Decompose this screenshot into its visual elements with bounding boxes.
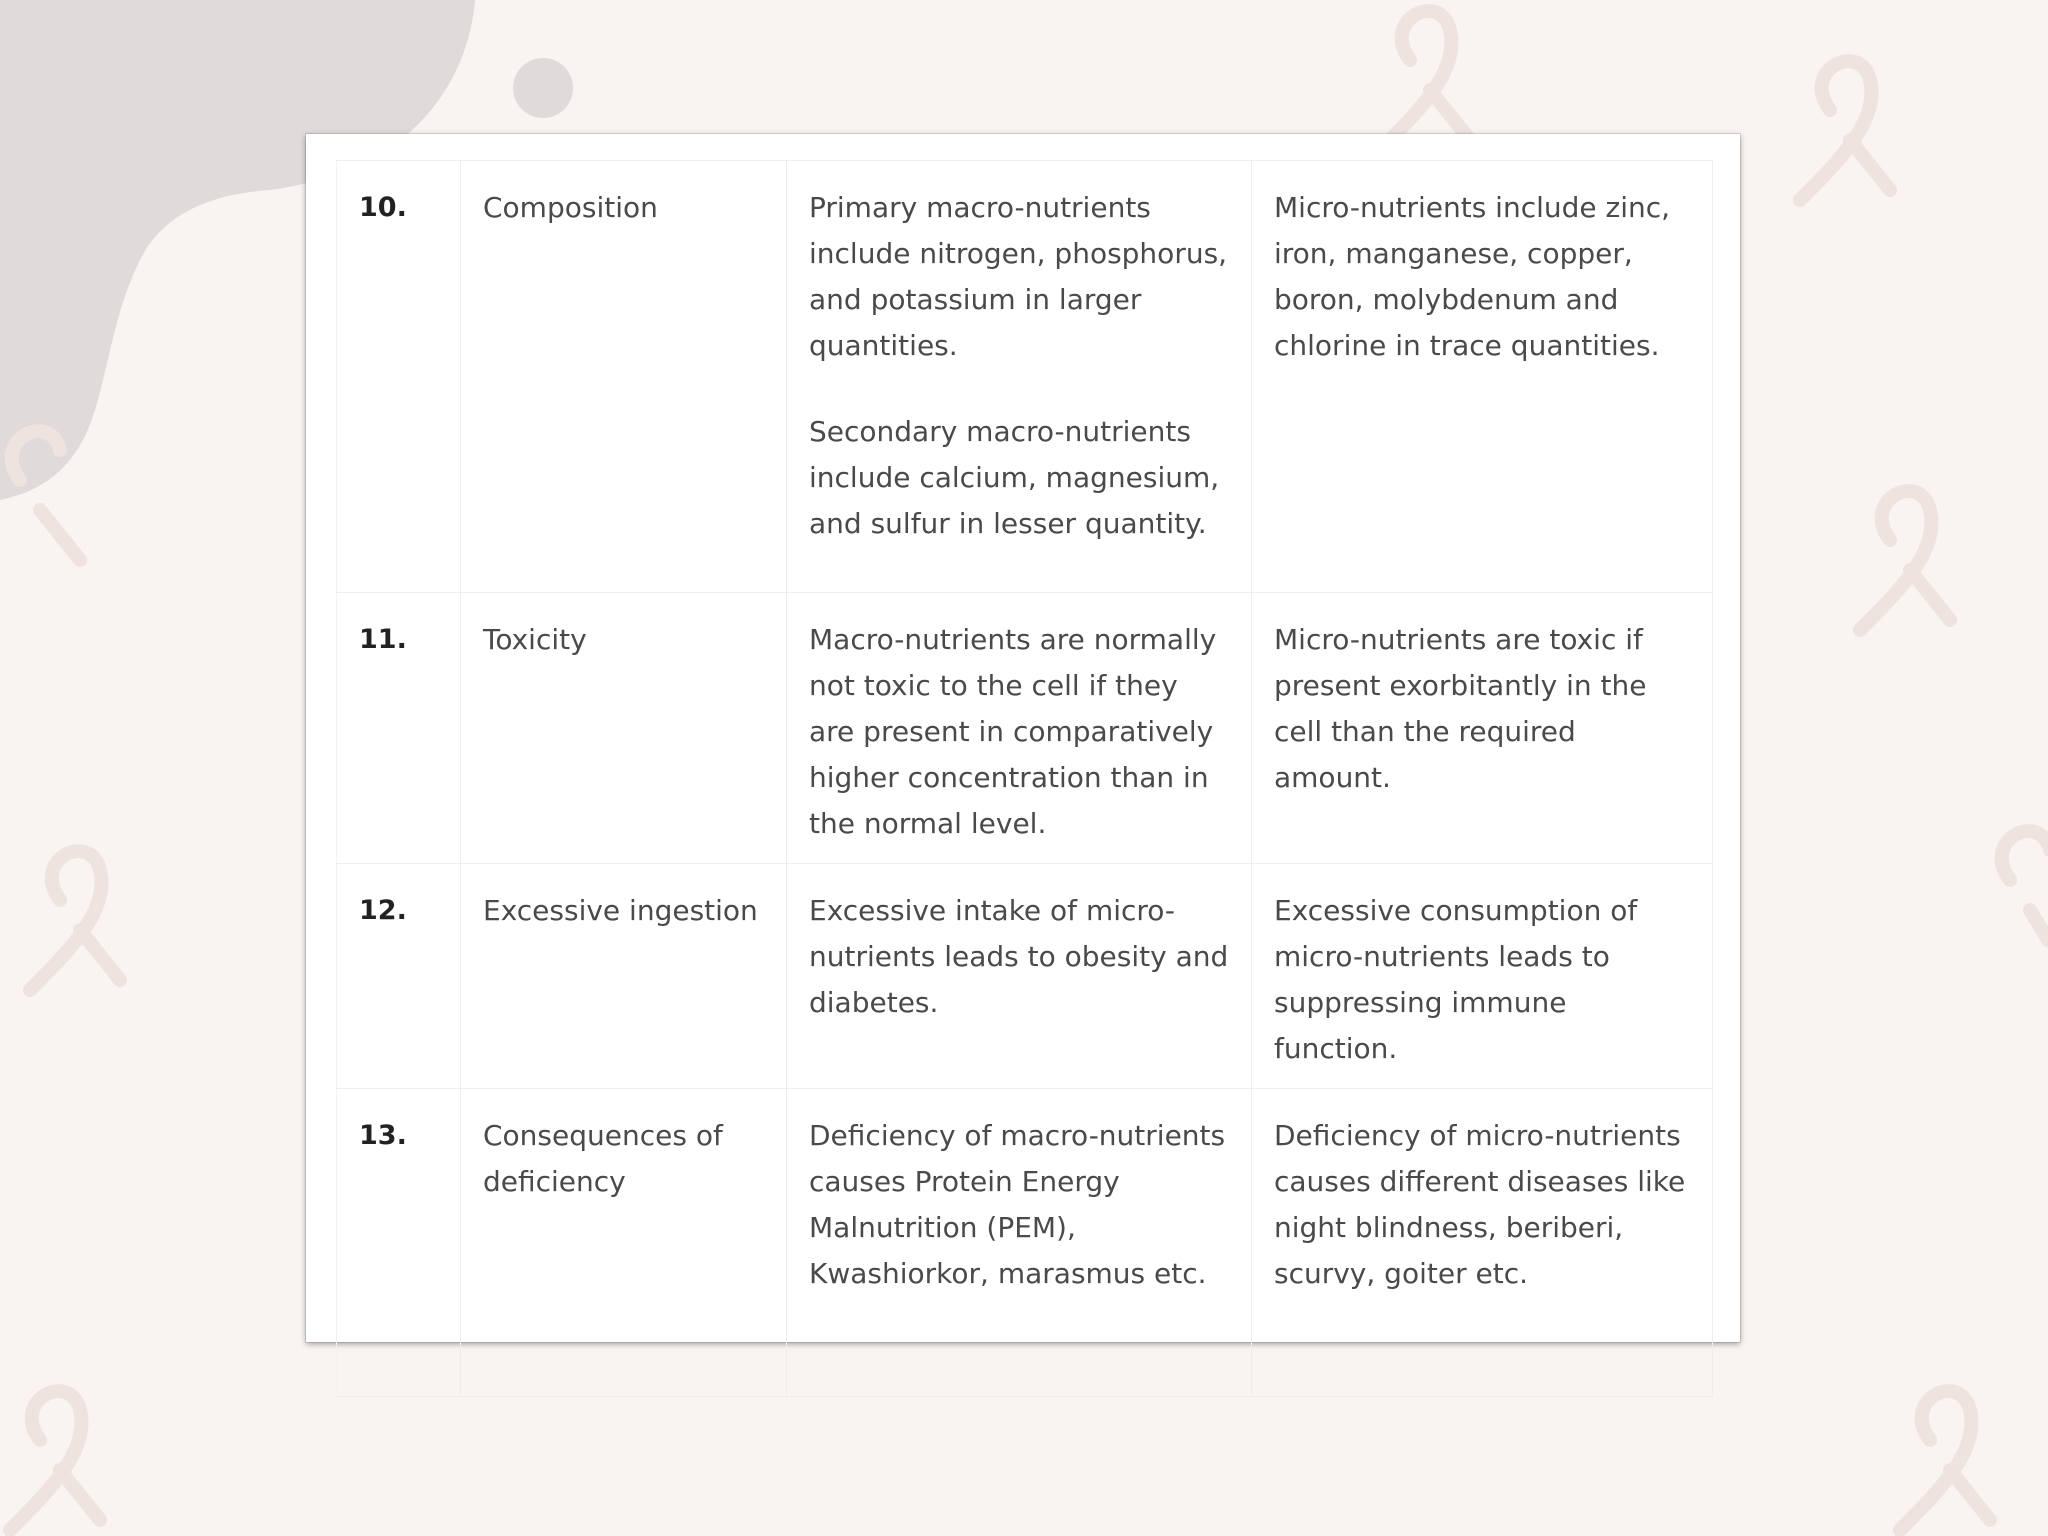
row-number: 13. — [337, 1089, 461, 1397]
macro-cell — [787, 1089, 1252, 1397]
parameter-cell: Consequences of deficiency — [461, 1089, 787, 1397]
macro-cell — [787, 593, 1252, 864]
table-row — [337, 864, 1713, 1089]
micro-cell: Deficiency of micro-nutrients causes different diseases like night blindness, beriberi, scurvy, goiter etc. — [1252, 1089, 1713, 1397]
nutrient-comparison-table — [336, 160, 1713, 1397]
row-number: 10. — [337, 161, 461, 593]
table-row — [337, 1089, 1713, 1397]
table-row — [337, 161, 1713, 593]
macro-paragraph: Primary macro-nutrients include nitrogen, phosphorus, and potassium in larger quantities. — [809, 191, 1228, 362]
ribbon-icon — [10, 1391, 100, 1530]
ribbon-icon — [1380, 11, 1470, 150]
ribbon-icon — [1900, 1391, 1990, 1530]
parameter-cell: Excessive ingestion — [461, 864, 787, 1089]
row-number: 11. — [337, 593, 461, 864]
macro-paragraph: Secondary macro-nutrients include calcium, magnesium, and sulfur in lesser quantity. — [809, 415, 1220, 540]
macro-cell — [787, 161, 1252, 593]
table-row — [337, 593, 1713, 864]
parameter-cell: Toxicity — [461, 593, 787, 864]
table-card — [306, 134, 1740, 1342]
micro-cell: Micro-nutrients are toxic if present exorbitantly in the cell than the required amount. — [1252, 593, 1713, 864]
micro-cell: Micro-nutrients include zinc, iron, manganese, copper, boron, molybdenum and chlorine in trace quantities. — [1252, 161, 1713, 593]
macro-cell — [787, 864, 1252, 1089]
micro-cell: Excessive consumption of micro-nutrients leads to suppressing immune function. — [1252, 864, 1713, 1089]
parameter-cell: Composition — [461, 161, 787, 593]
ribbon-icon — [1800, 61, 1890, 200]
ribbon-icon — [1860, 491, 1950, 630]
macro-paragraph: Excessive intake of micro-nutrients leads to obesity and diabetes. — [809, 894, 1229, 1019]
ribbon-icon — [30, 851, 120, 990]
row-number: 12. — [337, 864, 461, 1089]
decor-dot — [513, 58, 573, 118]
macro-paragraph: Macro-nutrients are normally not toxic to the cell if they are present in comparatively higher concentration than in the normal level. — [809, 623, 1217, 840]
ribbon-icon — [2002, 831, 2048, 940]
macro-paragraph: Deficiency of macro-nutrients causes Protein Energy Malnutrition (PEM), Kwashiorkor, marasmus etc. — [809, 1119, 1226, 1290]
